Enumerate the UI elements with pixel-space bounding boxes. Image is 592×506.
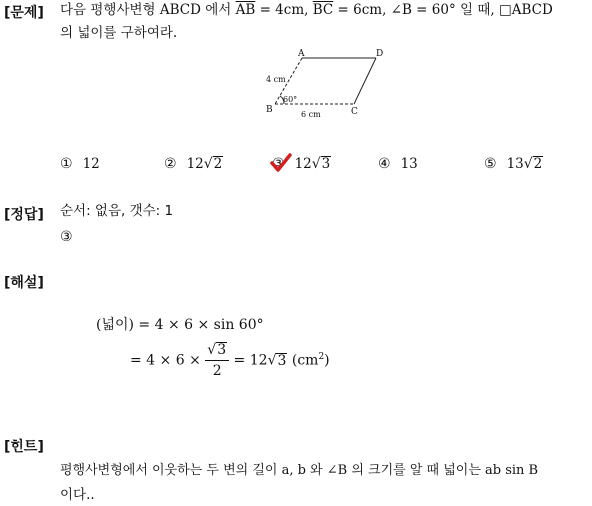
choice-1[interactable]: ① 12	[60, 156, 100, 172]
choice-2[interactable]: ② 12√2	[164, 156, 223, 172]
problem-line-2: 의 넓이를 구하여라.	[60, 25, 178, 41]
vertex-a-label: A	[298, 49, 305, 59]
segment-ab: $\overline{AB}$	[235, 2, 256, 18]
angle-b-label: 60°	[283, 95, 298, 104]
vertex-c-label: C	[351, 107, 358, 117]
hint-line-1: 평행사변형에서 이웃하는 두 변의 길이 a, b 와 ∠B 의 크기를 알 때 넓이는 ab sin B	[60, 463, 539, 478]
answer-meta: 순서: 없음, 갯수: 1	[60, 203, 174, 219]
answer-label: [정답]	[4, 207, 44, 223]
problem-text-b: = 4cm,	[255, 2, 313, 18]
choice-3[interactable]: ③ 12√3	[272, 156, 331, 172]
choice-5[interactable]: ⑤ 13√2	[484, 156, 543, 172]
problem-text-c: = 6cm, ∠B = 60° 일 때, □ABCD	[333, 2, 553, 18]
problem-line-1	[60, 0, 553, 21]
vertex-b-label: B	[266, 105, 273, 115]
problem-text-a: 다음 평행사변형 ABCD 에서	[60, 2, 236, 18]
hint-label: [힌트]	[4, 439, 44, 455]
explanation-line-2: = 4 × 6 × $\frac{√3}{2}$ = 12√3 $(cm^2)$	[130, 342, 330, 379]
checkmark-icon	[270, 153, 292, 173]
segment-bc: $\overline{BC}$	[312, 2, 334, 18]
problem-label: [문제]	[4, 5, 44, 21]
hint-line-2: 이다..	[60, 487, 95, 503]
fraction-sqrt3-over-2: $\frac{√3}{2}$	[205, 340, 229, 381]
parallelogram-figure	[258, 44, 398, 120]
side-ab-label: 4 cm	[266, 75, 286, 84]
explanation-line-1: (넓이) = 4 × 6 × sin 60°	[96, 317, 264, 333]
side-bc-label: 6 cm	[301, 110, 321, 119]
side-dc	[354, 58, 376, 104]
explanation-label: [해설]	[4, 275, 44, 291]
vertex-d-label: D	[376, 49, 384, 59]
choice-4[interactable]: ④ 13	[378, 156, 418, 172]
answer-value: ③	[60, 229, 73, 245]
